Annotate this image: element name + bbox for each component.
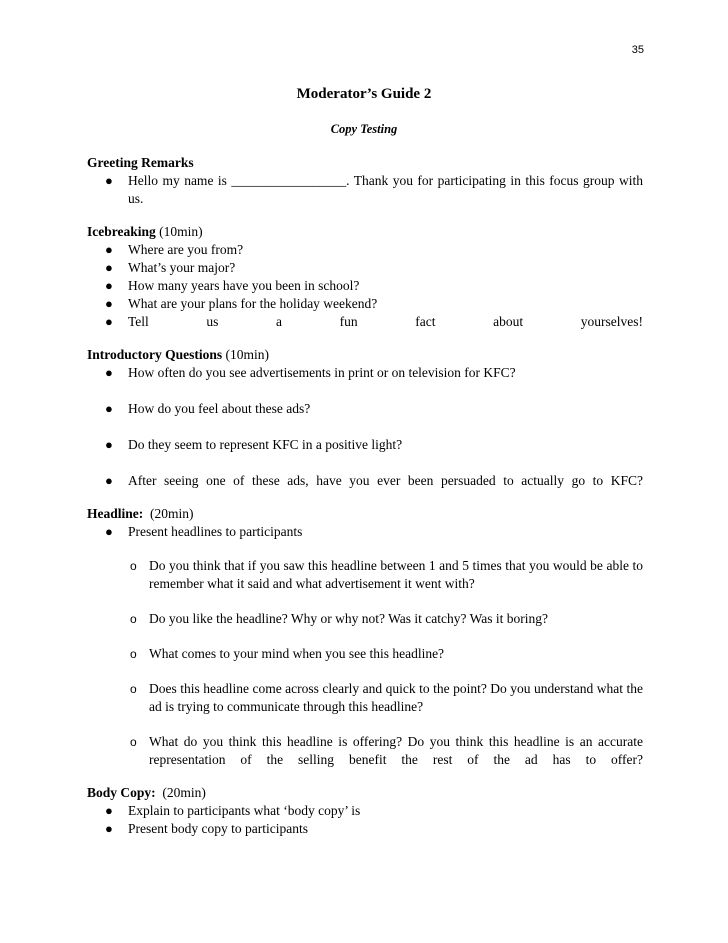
section-icebreaking (87, 223, 643, 331)
headline-sublist (87, 557, 643, 769)
bullet-icon: ● (105, 473, 113, 488)
list-item: ● What’s your major? (105, 260, 236, 275)
bullet-icon: ● (105, 803, 113, 818)
circle-bullet-icon: o (130, 682, 137, 696)
section-introductory (87, 346, 643, 490)
bullet-icon: ● (105, 260, 113, 275)
list-item: ● Do they seem to represent KFC in a positive light? (105, 437, 403, 452)
list-item: ● Explain to participants what ‘body copy’ is (105, 803, 361, 818)
circle-bullet-icon: o (130, 735, 137, 749)
greeting-list (87, 172, 643, 208)
list-item: ● After seeing one of these ads, have you ever been persuaded to actually go to KFC? (105, 473, 643, 488)
section-heading: Body Copy: (20min) (87, 785, 206, 800)
sublist-item: o Do you think that if you saw this headline between 1 and 5 times that you would be able to remember what it said and what advertisement it went with? (130, 558, 643, 591)
introductory-list (87, 364, 643, 490)
section-heading: Introductory Questions (10min) (87, 347, 270, 362)
list-item: ● How often do you see advertisements in print or on television for KFC? (105, 365, 516, 380)
section-body-copy (87, 784, 643, 838)
list-item: ● How many years have you been in school? (105, 278, 360, 293)
list-item: ● Hello my name is _________________. Thank you for participating in this focus group with us. (105, 173, 643, 206)
list-item: ● Present headlines to participants (105, 524, 303, 539)
list-item: ● Where are you from? (105, 242, 244, 257)
bullet-icon: ● (105, 821, 113, 836)
section-heading: Headline: (20min) (87, 506, 194, 521)
bullet-icon: ● (105, 314, 113, 329)
section-heading: Icebreaking (10min) (87, 224, 203, 239)
headline-list (87, 523, 643, 541)
bullet-icon: ● (105, 278, 113, 293)
circle-bullet-icon: o (130, 612, 137, 626)
body-copy-list (87, 802, 643, 838)
page-number: 35 (631, 44, 644, 56)
list-item: ● What are your plans for the holiday weekend? (105, 296, 378, 311)
icebreaking-list (87, 241, 643, 331)
bullet-icon: ● (105, 401, 113, 416)
sublist-item: o What do you think this headline is offering? Do you think this headline is an accurate representation of the selling benefit the rest of the ad has to offer? (130, 734, 643, 767)
bullet-icon: ● (105, 173, 113, 188)
list-item: ● How do you feel about these ads? (105, 401, 311, 416)
circle-bullet-icon: o (130, 647, 137, 661)
bullet-icon: ● (105, 242, 113, 257)
bullet-icon: ● (105, 365, 113, 380)
bullet-icon: ● (105, 524, 113, 539)
sublist-item: o What comes to your mind when you see this headline? (130, 646, 445, 661)
sublist-item: o Do you like the headline? Why or why not? Was it catchy? Was it boring? (130, 611, 548, 626)
bullet-icon: ● (105, 296, 113, 311)
section-headline (87, 505, 643, 769)
sublist-item: o Does this headline come across clearly and quick to the point? Do you understand what the ad is trying to communicate through this headline? (130, 681, 643, 714)
section-heading: Greeting Remarks (87, 155, 194, 170)
bullet-icon: ● (105, 437, 113, 452)
page-title: Moderator’s Guide 2 (296, 86, 432, 102)
circle-bullet-icon: o (130, 559, 137, 573)
document-body (87, 154, 643, 853)
list-item: ● Present body copy to participants (105, 821, 308, 836)
list-item: ● Tell us a fun fact about yourselves! (105, 314, 643, 329)
page-subtitle: Copy Testing (330, 122, 398, 136)
section-greeting (87, 154, 643, 208)
